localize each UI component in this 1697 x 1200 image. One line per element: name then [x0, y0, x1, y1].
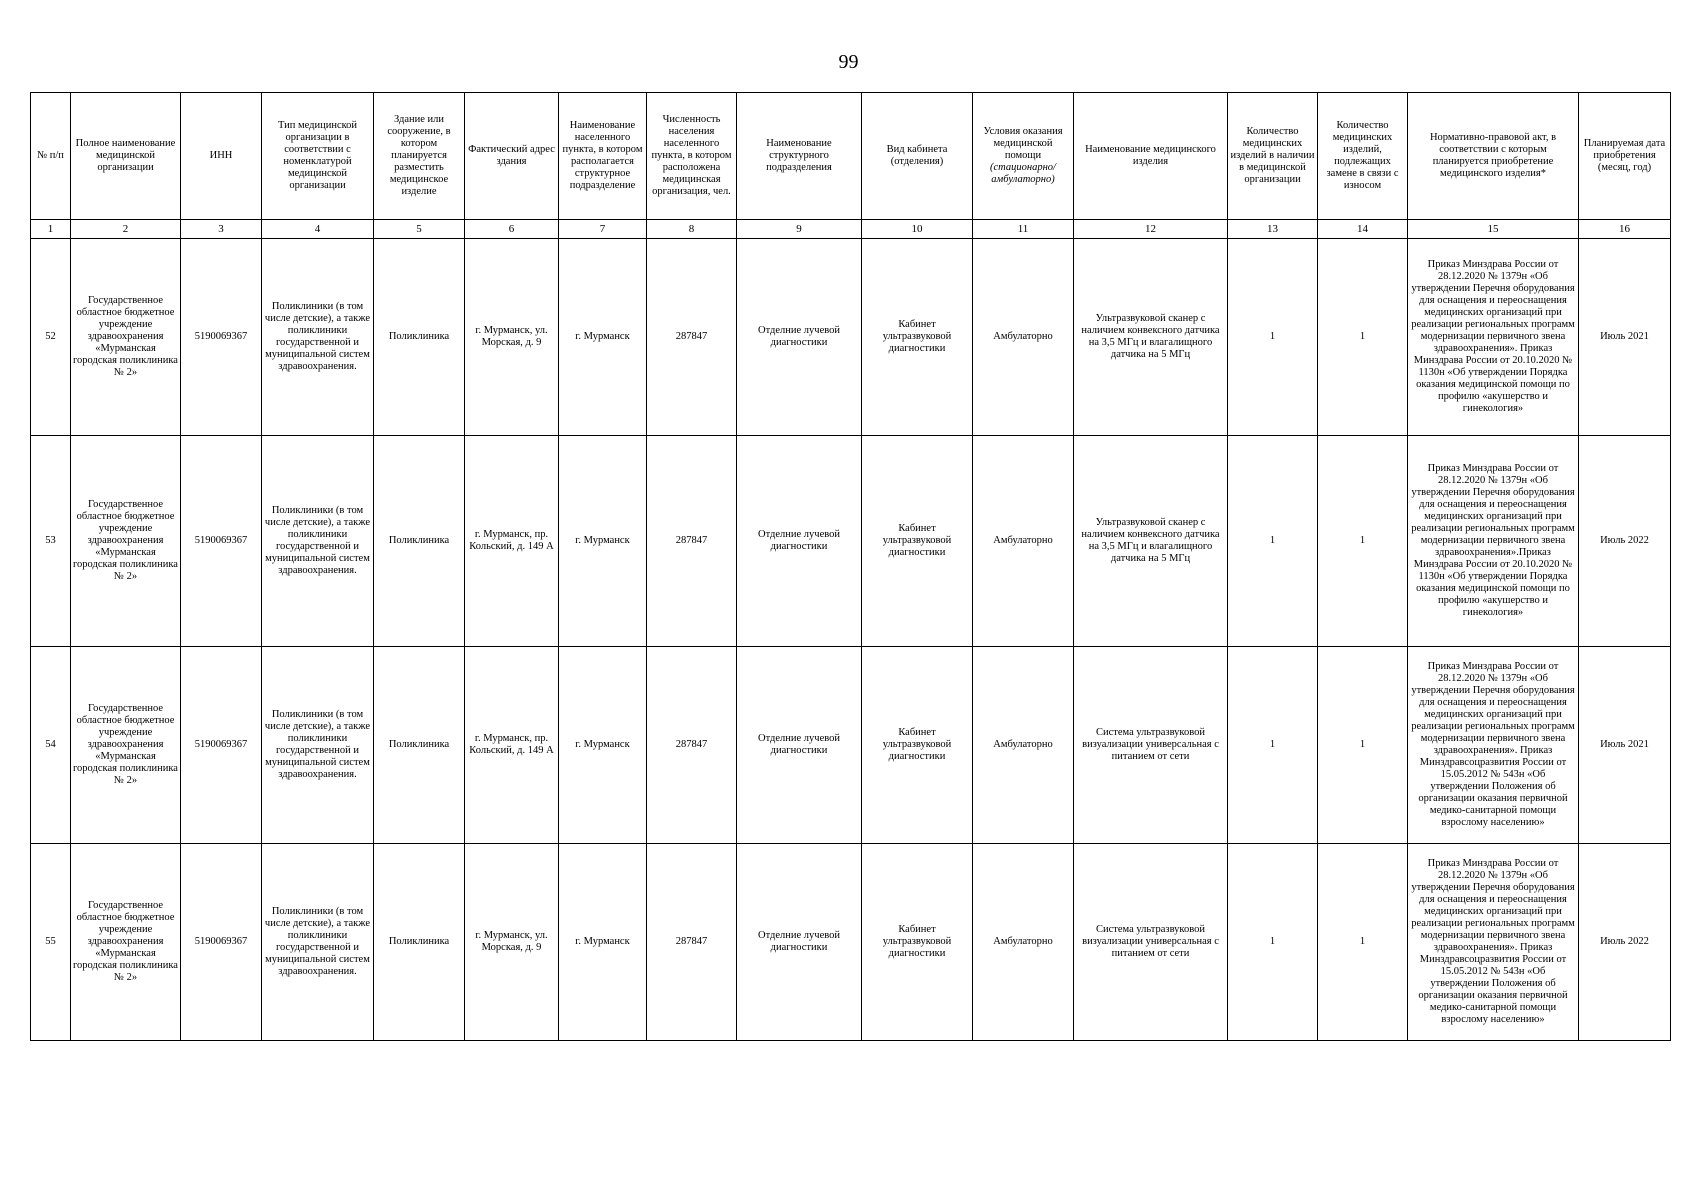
equipment-table [30, 92, 1671, 1041]
cell-date: Июль 2021 [1579, 647, 1671, 844]
cell-date: Июль 2021 [1579, 239, 1671, 436]
column-number: 3 [181, 220, 262, 239]
cell-num: 54 [31, 647, 71, 844]
cell-device: Ультразвуковой сканер с наличием конвексного датчика на 3,5 МГц и влагалищного датчика на 5 МГц [1074, 239, 1228, 436]
column-number: 16 [1579, 220, 1671, 239]
cell-date: Июль 2022 [1579, 844, 1671, 1041]
cell-address: г. Мурманск, ул. Морская, д. 9 [465, 844, 559, 1041]
header-conditions-note: (стационарно/ амбулаторно) [990, 162, 1056, 185]
header-building: Здание или сооружение, в котором планируется разместить медицинское изделие [374, 93, 465, 220]
cell-type: Поликлиники (в том числе детские), а также поликлиники государственной и муниципальной систем здравоохранения. [262, 436, 374, 647]
header-qty-available: Количество медицинских изделий в наличии в медицинской организации [1228, 93, 1318, 220]
cell-address: г. Мурманск, пр. Кольский, д. 149 А [465, 647, 559, 844]
column-number: 5 [374, 220, 465, 239]
cell-unit: Отделние лучевой диагностики [737, 647, 862, 844]
header-conditions [973, 93, 1074, 220]
cell-locality: г. Мурманск [559, 239, 647, 436]
table-row [31, 436, 1671, 647]
cell-conditions: Амбулаторно [973, 844, 1074, 1041]
header-org: Полное наименование медицинской организации [71, 93, 181, 220]
cell-conditions: Амбулаторно [973, 239, 1074, 436]
column-number: 7 [559, 220, 647, 239]
cell-cabinet: Кабинет ультразвуковой диагностики [862, 844, 973, 1041]
column-number: 15 [1408, 220, 1579, 239]
table-row [31, 647, 1671, 844]
column-number: 10 [862, 220, 973, 239]
cell-org: Государственное областное бюджетное учреждение здравоохранения «Мурманская городская поликлиника № 2» [71, 844, 181, 1041]
cell-type: Поликлиники (в том числе детские), а также поликлиники государственной и муниципальной систем здравоохранения. [262, 647, 374, 844]
cell-inn: 5190069367 [181, 844, 262, 1041]
cell-act: Приказ Минздрава России от 28.12.2020 № 1379н «Об утверждении Перечня оборудования для оснащения и переоснащения медицинских организаций при реализации региональных программ модернизации первичного звена здравоохранения».Приказ Минздрава России от 20.10.2020 № 1130н «Об утверждении Порядка оказания медицинской помощи по профилю «акушерство и гинекология» [1408, 436, 1579, 647]
cell-qty-available: 1 [1228, 647, 1318, 844]
header-num: № п/п [31, 93, 71, 220]
header-cabinet: Вид кабинета (отделения) [862, 93, 973, 220]
column-number: 2 [71, 220, 181, 239]
cell-inn: 5190069367 [181, 239, 262, 436]
header-type: Тип медицинской организации в соответствии с номенклатурой медицинской организации [262, 93, 374, 220]
cell-act: Приказ Минздрава России от 28.12.2020 № 1379н «Об утверждении Перечня оборудования для оснащения и переоснащения медицинских организаций при реализации региональных программ модернизации первичного звена здравоохранения». Приказ Минздрава России от 20.10.2020 № 1130н «Об утверждении Порядка оказания медицинской помощи по профилю «акушерство и гинекология» [1408, 239, 1579, 436]
cell-unit: Отделние лучевой диагностики [737, 239, 862, 436]
cell-qty-available: 1 [1228, 436, 1318, 647]
cell-qty-available: 1 [1228, 844, 1318, 1041]
cell-num: 55 [31, 844, 71, 1041]
cell-locality: г. Мурманск [559, 647, 647, 844]
cell-population: 287847 [647, 436, 737, 647]
table-row [31, 239, 1671, 436]
cell-qty-replace: 1 [1318, 844, 1408, 1041]
cell-num: 53 [31, 436, 71, 647]
cell-unit: Отделние лучевой диагностики [737, 436, 862, 647]
cell-address: г. Мурманск, пр. Кольский, д. 149 А [465, 436, 559, 647]
cell-org: Государственное областное бюджетное учреждение здравоохранения «Мурманская городская поликлиника № 2» [71, 239, 181, 436]
column-number: 1 [31, 220, 71, 239]
cell-qty-replace: 1 [1318, 647, 1408, 844]
cell-building: Поликлиника [374, 844, 465, 1041]
cell-conditions: Амбулаторно [973, 436, 1074, 647]
table-row [31, 844, 1671, 1041]
column-number: 4 [262, 220, 374, 239]
header-act: Нормативно-правовой акт, в соответствии с которым планируется приобретение медицинского изделия* [1408, 93, 1579, 220]
cell-population: 287847 [647, 844, 737, 1041]
header-device: Наименование медицинского изделия [1074, 93, 1228, 220]
page-number: 99 [838, 51, 859, 73]
header-population: Численность населения населенного пункта, в котором расположена медицинская организация, чел. [647, 93, 737, 220]
header-row [31, 93, 1671, 220]
cell-unit: Отделние лучевой диагностики [737, 844, 862, 1041]
cell-date: Июль 2022 [1579, 436, 1671, 647]
cell-locality: г. Мурманск [559, 436, 647, 647]
cell-org: Государственное областное бюджетное учреждение здравоохранения «Мурманская городская поликлиника № 2» [71, 436, 181, 647]
header-conditions-label: Условия оказания медицинской помощи [983, 126, 1063, 161]
column-number: 9 [737, 220, 862, 239]
cell-locality: г. Мурманск [559, 844, 647, 1041]
header-date: Планируемая дата приобретения (месяц, год) [1579, 93, 1671, 220]
column-numbers-row [31, 220, 1671, 239]
column-number: 12 [1074, 220, 1228, 239]
cell-type: Поликлиники (в том числе детские), а также поликлиники государственной и муниципальной систем здравоохранения. [262, 239, 374, 436]
cell-population: 287847 [647, 647, 737, 844]
column-number: 8 [647, 220, 737, 239]
cell-building: Поликлиника [374, 436, 465, 647]
cell-qty-available: 1 [1228, 239, 1318, 436]
cell-population: 287847 [647, 239, 737, 436]
cell-cabinet: Кабинет ультразвуковой диагностики [862, 647, 973, 844]
cell-device: Система ультразвуковой визуализации универсальная с питанием от сети [1074, 647, 1228, 844]
header-inn: ИНН [181, 93, 262, 220]
cell-org: Государственное областное бюджетное учреждение здравоохранения «Мурманская городская поликлиника № 2» [71, 647, 181, 844]
cell-address: г. Мурманск, ул. Морская, д. 9 [465, 239, 559, 436]
header-address: Фактический адрес здания [465, 93, 559, 220]
cell-inn: 5190069367 [181, 436, 262, 647]
cell-device: Ультразвуковой сканер с наличием конвексного датчика на 3,5 МГц и влагалищного датчика на 5 МГц [1074, 436, 1228, 647]
cell-inn: 5190069367 [181, 647, 262, 844]
cell-building: Поликлиника [374, 647, 465, 844]
cell-num: 52 [31, 239, 71, 436]
cell-cabinet: Кабинет ультразвуковой диагностики [862, 436, 973, 647]
cell-device: Система ультразвуковой визуализации универсальная с питанием от сети [1074, 844, 1228, 1041]
cell-type: Поликлиники (в том числе детские), а также поликлиники государственной и муниципальной систем здравоохранения. [262, 844, 374, 1041]
header-qty-replace: Количество медицинских изделий, подлежащих замене в связи с износом [1318, 93, 1408, 220]
cell-qty-replace: 1 [1318, 436, 1408, 647]
column-number: 13 [1228, 220, 1318, 239]
cell-cabinet: Кабинет ультразвуковой диагностики [862, 239, 973, 436]
cell-act: Приказ Минздрава России от 28.12.2020 № 1379н «Об утверждении Перечня оборудования для оснащения и переоснащения медицинских организаций при реализации региональных программ модернизации первичного звена здравоохранения». Приказ Минздравсоцразвития России от 15.05.2012 № 543н «Об утверждении Положения об организации оказания первичной медико-санитарной помощи взрослому населению» [1408, 647, 1579, 844]
header-locality: Наименование населенного пункта, в котором располагается структурное подразделение [559, 93, 647, 220]
column-number: 11 [973, 220, 1074, 239]
cell-building: Поликлиника [374, 239, 465, 436]
cell-qty-replace: 1 [1318, 239, 1408, 436]
column-number: 14 [1318, 220, 1408, 239]
header-unit: Наименование структурного подразделения [737, 93, 862, 220]
column-number: 6 [465, 220, 559, 239]
cell-act: Приказ Минздрава России от 28.12.2020 № 1379н «Об утверждении Перечня оборудования для оснащения и переоснащения медицинских организаций при реализации региональных программ модернизации первичного звена здравоохранения». Приказ Минздравсоцразвития России от 15.05.2012 № 543н «Об утверждении Положения об организации оказания первичной медико-санитарной помощи взрослому населению» [1408, 844, 1579, 1041]
cell-conditions: Амбулаторно [973, 647, 1074, 844]
